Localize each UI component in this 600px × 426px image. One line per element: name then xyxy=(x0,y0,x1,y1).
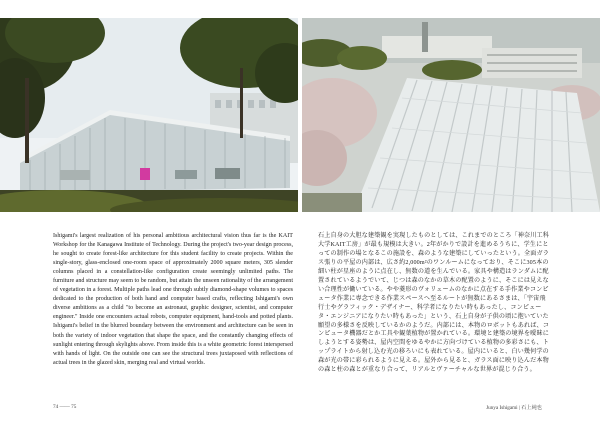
page-number: 74 —— 75 xyxy=(53,404,77,410)
body-text-japanese: 石上自身の大胆な建築観を実現したものとしては、これまでのところ「神奈川工科大学KAIT工房」が最も規模は大きい。2年がかりで設計を進めるうちに、学生にとっての制作の場となるこの施設を、森のような建築にしていったという。全面ガラス張りの平屋の内部は、広さ約2,000m²のワンルームになっており、そこに305本の細い柱が星座のように点在し、無数の道を生んでいる。家具や構造はランダムに配置されているようでいて、じつは森のなかの草木の配置のように、そこには見えない合理性が働いている。やや菱形のヴォリュームのなかに点在する手作業やコンピュータ作業に専念できる作業スペースへ至るルートが無数にあるさまは、「宇宙飛行士やグラフィック・デザイナー、科学者になりたい時もあったし、コンピュータ・エンジニアになりたい時もあった」という、石上自身が子供の頃に抱いていた願望の多様さを反映しているかのようだ。内部には、本物のロボットもあれば、コンピュータ機器だとか工具や観葉植物が置かれている。環境と建築の境界を曖昧にしようとする姿勢は、屋内空間をゆるやかに方向づけている植物の多彩さにも、トップライトから射し込む光の移ろいにも表れている。屋内にいると、白い幾何学の森が光の帯に彩られるように見える。屋外から見ると、ガラス面に映り込んだ本物の森と柱の森とが重なり合って、リアルとヴァーチャルな世界が混じり合う。 xyxy=(318,233,550,374)
kait-exterior-photo xyxy=(0,18,298,212)
photo-right xyxy=(302,18,600,212)
body-text-english: Ishigami's largest realization of his personal ambitious architectural vision thus far is the KAIT Workshop for the Kanagawa Institute of Technology. During the project's two-year design process, he sought to create forest-like architecture for this student facility to create projects. Within the single-story, glass-enclosed one-room space of approximately 2000 square meters, 305 slender columns placed in a constellation-like configuration create seemingly unlimited paths. The furniture and structure may seem to be random, but attain the unseen rationality of the arrangement of vegetation in a forest. Multiple paths lead one through subtly diamond-shape volumes to spaces dedicated to the production of both hand and computer based crafts, reflecting Ishigami's own diverse ambitions as a child "to become an astronaut, graphic designer, scientist, and computer engineer." Inside one encounters actual robots, computer equipment, hand-tools and potted plants. Ishigami's belief in the blurred boundary between the environment and architecture can be seen in both the variety of indoor vegetation that shape the space, and the constantly changing effects of sunlight entering through skylights above. From inside this is a white geometric forest interspersed with hands of light. On the outside one can see the structural trees juxtaposed with reflections of actual trees in the glazed skin, merging real and virtual worlds. xyxy=(53,233,293,366)
kait-aerial-photo xyxy=(302,18,600,212)
photo-left xyxy=(0,18,298,212)
running-footer: Junya Ishigami | 石上純也 xyxy=(486,405,542,411)
